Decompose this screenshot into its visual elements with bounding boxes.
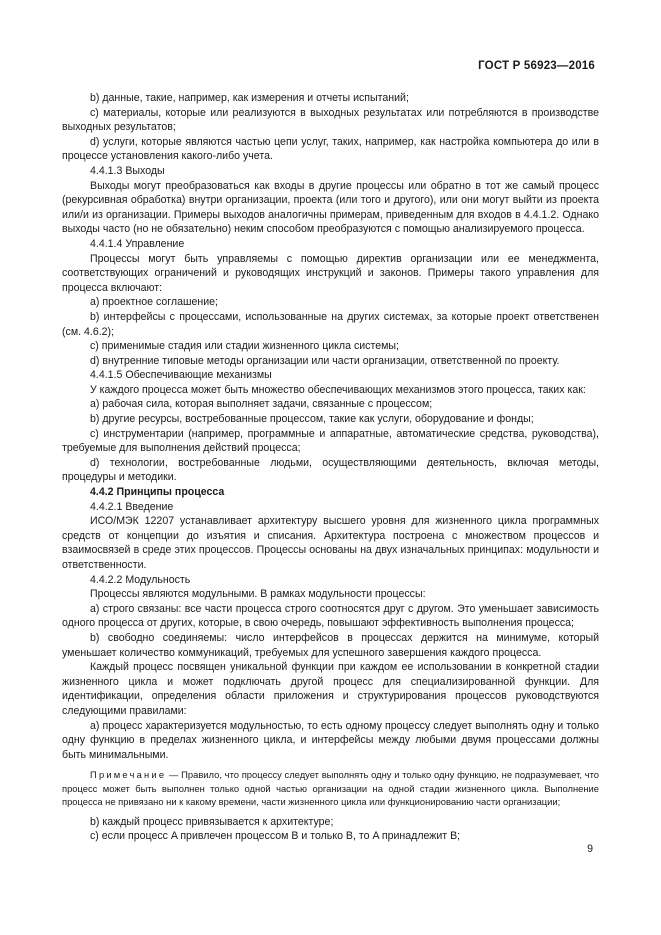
list-item: a) строго связаны: все части процесса строго соотносятся друг с другом. Это уменьшает зависимость одного процесса от других, которые, в свою очередь, повышают эффективность выполнения процесса; bbox=[62, 602, 599, 630]
list-item: b) данные, такие, например, как измерения и отчеты испытаний; bbox=[90, 92, 409, 104]
list-item: c) материалы, которые или реализуются в выходных результатах или потребляются в производстве выходных результатов; bbox=[62, 106, 599, 134]
section-heading: 4.4.1.5 Обеспечивающие механизмы bbox=[90, 369, 272, 382]
list-item: b) другие ресурсы, востребованные процессом, такие как услуги, оборудование и фонды; bbox=[90, 413, 534, 426]
paragraph: Выходы могут преобразоваться как входы в другие процессы или обратно в тот же самый процесс (рекурсивная обработка) внутри организации, проекта (или того и другого), или они могут выйти из проекта или/и из организации. Примеры выходов аналогичны примерам, приведенным для входов в 4.4.1.2. Однако выходы часто (но не обязательно) неким способом преобразуются с помощью анализируемого процесса. bbox=[62, 179, 599, 236]
list-item: a) рабочая сила, которая выполняет задачи, связанные с процессом; bbox=[90, 398, 433, 411]
list-item: a) процесс характеризуется модульностью, то есть одному процессу следует выполнять одну и только одну функцию в пределах жизненного цикла, и интерфейсы между любыми двумя процессами должны быть минимальными. bbox=[62, 719, 599, 761]
list-item: d) внутренние типовые методы организации или части организации, ответственной по проекту. bbox=[90, 354, 560, 367]
page-number: 9 bbox=[587, 843, 593, 855]
section-heading: 4.4.2.1 Введение bbox=[90, 500, 174, 513]
note-label: Примечание bbox=[90, 769, 167, 781]
paragraph: Процессы могут быть управляемы с помощью директив организации или ее менеджмента, соответствующих ограничений и руководящих инструкций и законов. Примеры такого управления для процесса включают: bbox=[62, 252, 599, 294]
paragraph: Каждый процесс посвящен уникальной функции при каждом ее использовании в конкретной стадии жизненного цикла и может подключать другой процесс для специализированной функции. Для идентификации, определения области приложения и структурирования процессов руководствуются следующими правилами: bbox=[62, 661, 599, 717]
note-text: — Правило, что процессу следует выполнять одну и только одну функцию, не подразумевает, что процесс может быть выполнен только одной частью организации на одной стадии жизненного цикла. Выполнение процесса не привязано ни к какому времени, части жизненного цикла или функционированию части организации; bbox=[62, 769, 599, 808]
note bbox=[62, 768, 599, 808]
paragraph: Процессы являются модульными. В рамках модульности процессы: bbox=[90, 588, 426, 601]
list-item: b) свободно соединяемы: число интерфейсов в процессах держится на минимуме, который уменьшает количество коммуникаций, требуемых для успешного завершения каждого процесса. bbox=[62, 631, 599, 659]
paragraph: ИСО/МЭК 12207 устанавливает архитектуру высшего уровня для жизненного цикла программных средств от концепции до изъятия и списания. Архитектура построена с множеством процессов и взаимосвязей в среде этих процессов. Процессы основаны на двух изначальных принципах: модульности и ответственности. bbox=[62, 515, 599, 571]
list-item: b) интерфейсы с процессами, использованные на других системах, за которые проект ответственен (см. 4.6.2); bbox=[62, 310, 599, 338]
paragraph: У каждого процесса может быть множество обеспечивающих механизмов этого процесса, таких как: bbox=[90, 383, 586, 396]
list-item: d) услуги, которые являются частью цепи услуг, таких, например, как настройка компьютера до или в процессе установления какого-либо учета. bbox=[62, 135, 599, 163]
list-item: c) инструментарии (например, программные и аппаратные, автоматические средства, руководства), требуемые для выполнения действий процесса; bbox=[62, 427, 599, 455]
list-item: d) технологии, востребованные людьми, осуществляющими деятельность, включая методы, процедуры и методики. bbox=[62, 456, 599, 484]
document-header: ГОСТ Р 56923—2016 bbox=[478, 60, 595, 72]
list-item: c) если процесс A привлечен процессом B и только B, то A принадлежит B; bbox=[90, 830, 461, 843]
list-item: a) проектное соглашение; bbox=[90, 296, 218, 309]
list-item: c) применимые стадия или стадии жизненного цикла системы; bbox=[90, 340, 399, 353]
section-heading-bold: 4.4.2 Принципы процесса bbox=[90, 486, 225, 499]
document-body bbox=[62, 91, 599, 844]
section-heading: 4.4.2.2 Модульность bbox=[90, 573, 191, 586]
list-item: b) каждый процесс привязывается к архитектуре; bbox=[90, 815, 334, 828]
section-heading: 4.4.1.4 Управление bbox=[90, 237, 185, 250]
section-heading: 4.4.1.3 Выходы bbox=[90, 164, 165, 177]
